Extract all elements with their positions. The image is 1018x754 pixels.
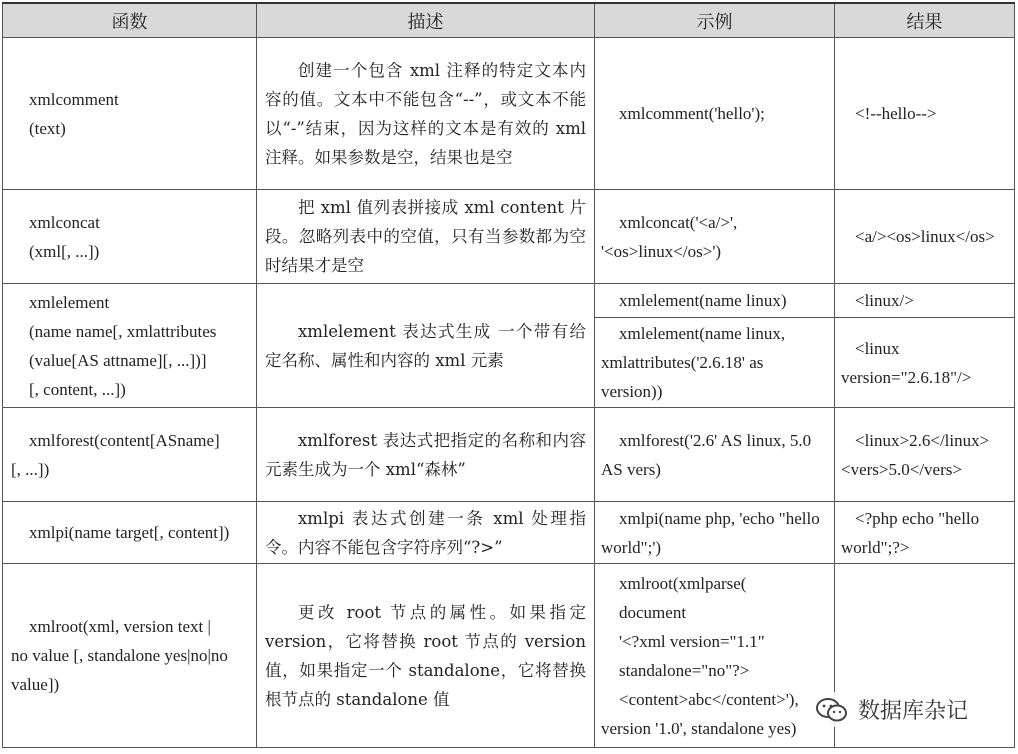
- header-function: 函数: [3, 3, 257, 38]
- result-cell: <?php echo "hello world";?>: [835, 502, 1015, 564]
- description-cell: xmlelement 表达式生成 一个带有给定名称、属性和内容的 xml 元素: [257, 284, 595, 408]
- description-cell: 更改 root 节点的属性。如果指定 version，它将替换 root 节点的 version 值，如果指定一个 standalone，它将替换根节点的 standalone 值: [257, 564, 595, 748]
- table-row: [3, 38, 1015, 190]
- result-cell: <!--hello-->: [835, 38, 1015, 190]
- function-cell: xmlpi(name target[, content]): [3, 502, 257, 564]
- functions-table: [2, 2, 1015, 748]
- result-cell: <linux>2.6</linux><vers>5.0</vers>: [835, 408, 1015, 502]
- table-row: [3, 502, 1015, 564]
- function-cell: xmlelement (name name[, xmlattributes (value[AS attname][, ...])] [, content, ...]): [3, 284, 257, 408]
- example-cell: xmlpi(name php, 'echo "hello world";'): [595, 502, 835, 564]
- result-cell: <a/><os>linux</os>: [835, 190, 1015, 284]
- function-cell: xmlconcat (xml[, ...]): [3, 190, 257, 284]
- example-cell: xmlelement(name linux, xmlattributes('2.6.18' as version)): [595, 318, 835, 408]
- watermark: [810, 692, 972, 727]
- result-cell: <linux/>: [835, 284, 1015, 318]
- watermark-text: 数据库杂记: [858, 699, 969, 724]
- description-cell: xmlforest 表达式把指定的名称和内容元素生成为一个 xml“森林”: [257, 408, 595, 502]
- function-cell: xmlroot(xml, version text | no value [, standalone yes|no|no value]): [3, 564, 257, 748]
- table-row: [3, 284, 1015, 318]
- example-cell: xmlelement(name linux): [595, 284, 835, 318]
- header-description: 描述: [257, 3, 595, 38]
- example-cell: xmlforest('2.6' AS linux, 5.0 AS vers): [595, 408, 835, 502]
- example-cell: xmlcomment('hello');: [595, 38, 835, 190]
- table-row: [3, 408, 1015, 502]
- result-cell: <linux version="2.6.18"/>: [835, 318, 1015, 408]
- example-cell: xmlroot(xmlparse( document '<?xml version="1.1" standalone="no"?> <content>abc</content>'), version '1.0', standalone yes): [595, 564, 835, 748]
- wechat-icon: [814, 696, 850, 724]
- description-cell: 创建一个包含 xml 注释的特定文本内容的值。文本中不能包含“--”，或文本不能以“-”结束，因为这样的文本是有效的 xml 注释。如果参数是空，结果也是空: [257, 38, 595, 190]
- function-cell: xmlforest(content[ASname] [, ...]): [3, 408, 257, 502]
- description-cell: xmlpi 表达式创建一条 xml 处理指令。内容不能包含字符序列“?>”: [257, 502, 595, 564]
- header-example: 示例: [595, 3, 835, 38]
- function-cell: xmlcomment (text): [3, 38, 257, 190]
- example-cell: xmlconcat('<a/>', '<os>linux</os>'): [595, 190, 835, 284]
- description-cell: 把 xml 值列表拼接成 xml content 片段。忽略列表中的空值，只有当参数都为空时结果才是空: [257, 190, 595, 284]
- table-header-row: [3, 3, 1015, 38]
- table-row: [3, 190, 1015, 284]
- header-result: 结果: [835, 3, 1015, 38]
